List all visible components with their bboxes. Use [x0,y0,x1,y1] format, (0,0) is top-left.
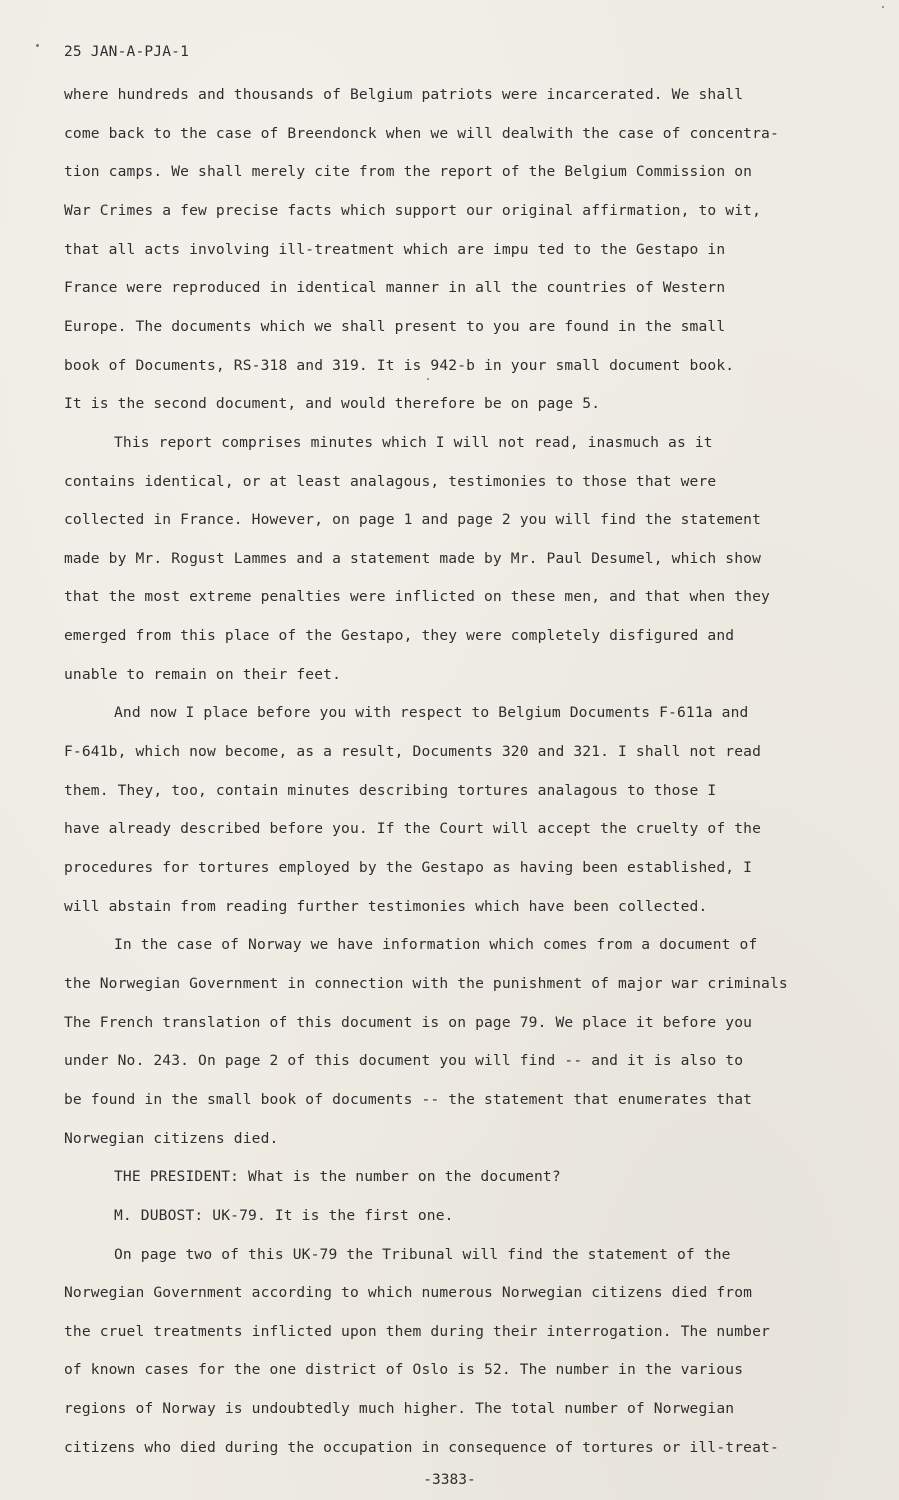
text-line: War Crimes a few precise facts which support our original affirmation, to wit, [64,201,762,219]
text-line: tion camps. We shall merely cite from the report of the Belgium Commission on [64,163,753,181]
text-line: This report comprises minutes which I will not read, inasmuch as it [114,433,713,451]
text-line: unable to remain on their feet. [64,665,342,683]
text-line: regions of Norway is undoubtedly much higher. The total number of Norwegian [64,1400,735,1418]
document-header: 25 JAN-A-PJA-1 [64,44,190,60]
text-line: of known cases for the one district of Oslo is 52. The number in the various [64,1361,744,1379]
page-number: -3383- [423,1472,476,1488]
text-line: contains identical, or at least analagous, testimonies to those that were [64,472,717,490]
text-line: that all acts involving ill-treatment which are impu ted to the Gestapo in [64,240,726,258]
text-line: have already described before you. If the Court will accept the cruelty of the [64,820,762,838]
text-line: citizens who died during the occupation in consequence of tortures or ill-treat- [64,1438,779,1456]
text-line: It is the second document, and would therefore be on page 5. [64,395,601,413]
text-line: that the most extreme penalties were inflicted on these men, and that when they [64,588,770,606]
text-line: F-641b, which now become, as a result, Documents 320 and 321. I shall not read [64,743,762,761]
speaker-line: M. DUBOST: UK-79. It is the first one. [114,1206,454,1224]
paper-speck [36,44,39,47]
text-line: collected in France. However, on page 1 and page 2 you will find the statement [64,511,762,529]
text-line: Europe. The documents which we shall present to you are found in the small [64,317,726,335]
speaker-line: THE PRESIDENT: What is the number on the document? [114,1168,561,1186]
text-line: On page two of this UK-79 the Tribunal will find the statement of the [114,1245,731,1263]
text-line: Norwegian Government according to which numerous Norwegian citizens died from [64,1284,753,1302]
text-line: France were reproduced in identical manner in all the countries of Western [64,279,726,297]
text-line: under No. 243. On page 2 of this document you will find -- and it is also to [64,1052,744,1070]
text-line: come back to the case of Breendonck when we will dealwith the case of concentra- [64,124,779,142]
text-line: The French translation of this document is on page 79. We place it before you [64,1013,753,1031]
text-line: will abstain from reading further testimonies which have been collected. [64,897,708,915]
text-line: made by Mr. Rogust Lammes and a statement made by Mr. Paul Desumel, which show [64,549,762,567]
text-line: Norwegian citizens died. [64,1129,279,1147]
text-line: be found in the small book of documents -- the statement that enumerates that [64,1090,753,1108]
text-line: them. They, too, contain minutes describing tortures analagous to those I [64,781,717,799]
paper-speck [427,378,429,380]
text-line: book of Documents, RS-318 and 319. It is 942-b in your small document book. [64,356,735,374]
text-line: In the case of Norway we have information which comes from a document of [114,936,758,954]
text-line: where hundreds and thousands of Belgium patriots were incarcerated. We shall [64,86,744,103]
text-line: And now I place before you with respect to Belgium Documents F-611a and [114,704,749,722]
text-line: emerged from this place of the Gestapo, they were completely disfigured and [64,627,735,645]
text-line: the cruel treatments inflicted upon them during their interrogation. The number [64,1322,770,1340]
text-line: the Norwegian Government in connection with the punishment of major war criminals [64,974,788,992]
text-line: procedures for tortures employed by the Gestapo as having been established, I [64,859,753,876]
paper-speck [882,6,884,8]
